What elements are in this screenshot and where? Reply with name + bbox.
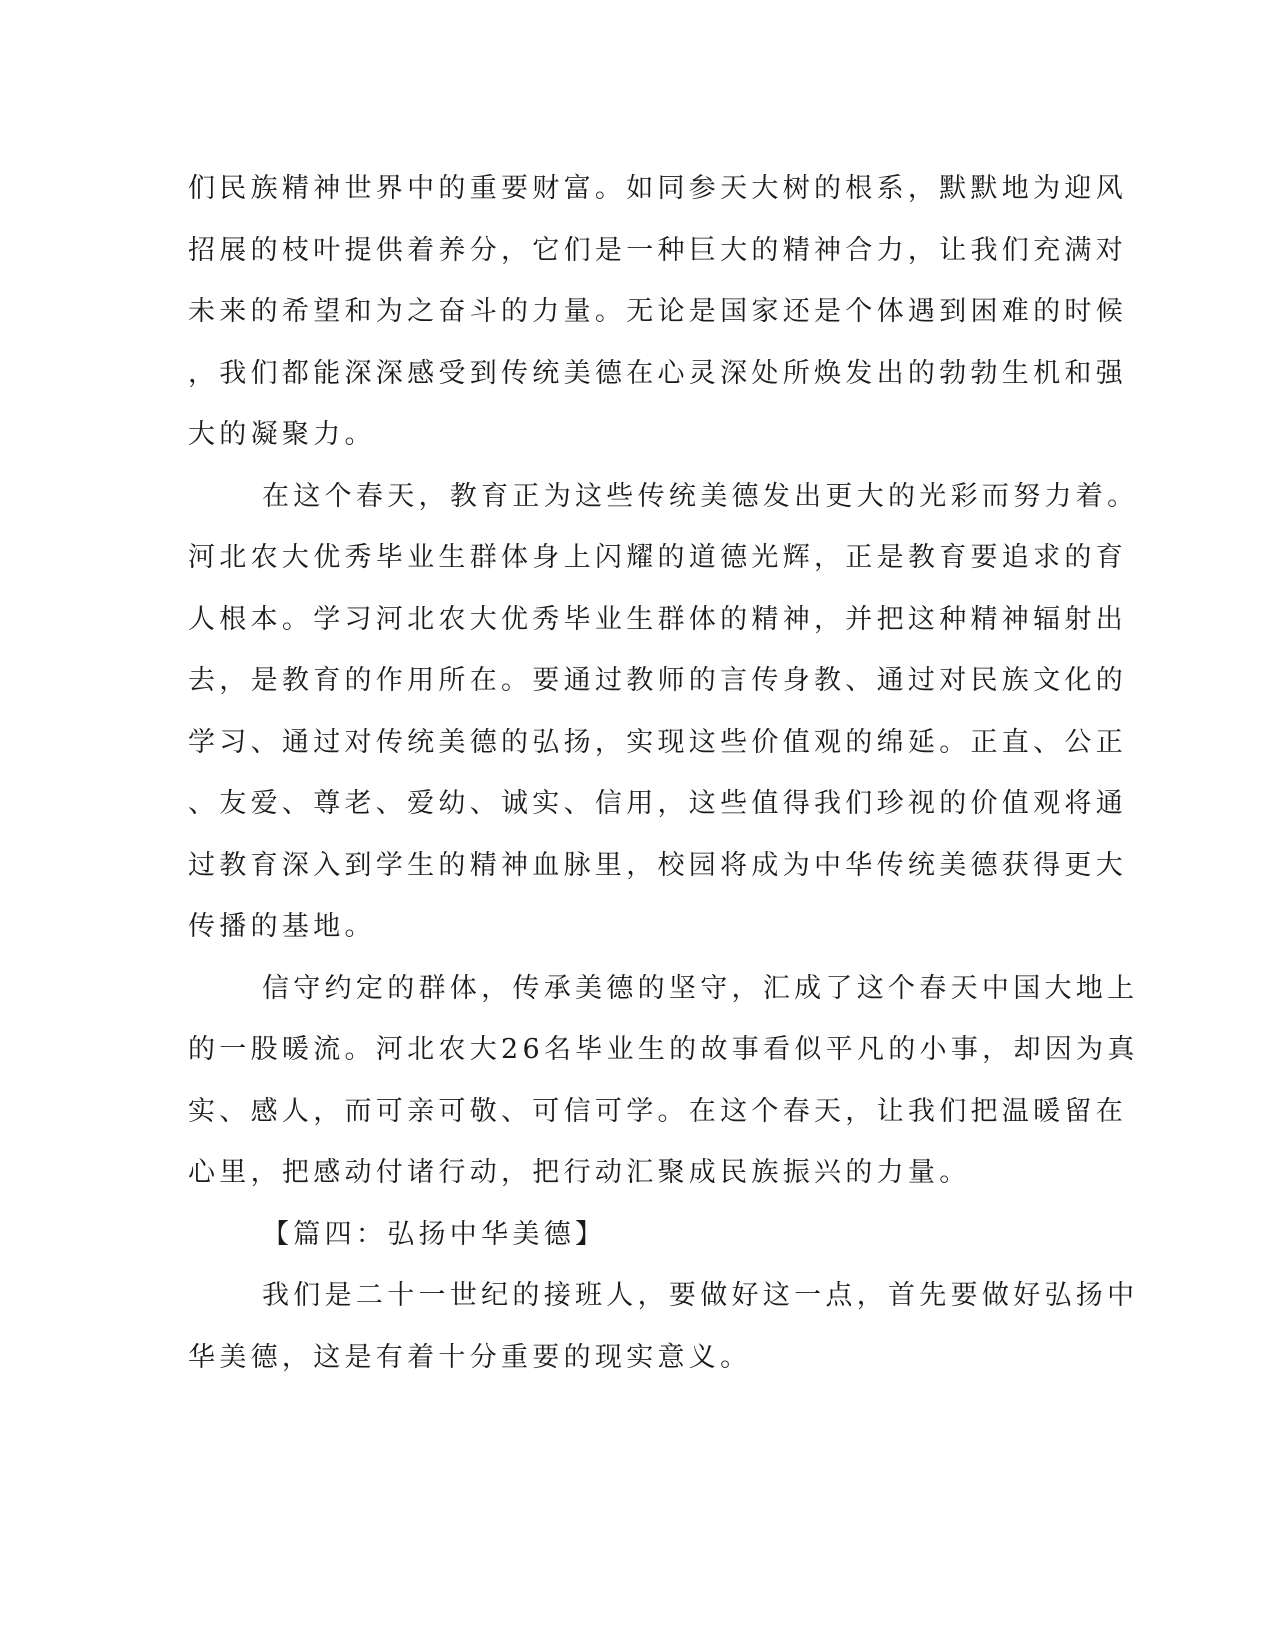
paragraph-first-line: 信守约定的群体，传承美德的坚守，汇成了这个春天中国大地上	[262, 972, 1139, 1004]
text-line: 招展的枝叶提供着养分，它们是一种巨大的精神合力，让我们充满对	[188, 234, 1127, 266]
text-line: 大的凝聚力。	[188, 419, 376, 450]
paragraph-first-line: 我们是二十一世纪的接班人，要做好这一点，首先要做好弘扬中	[262, 1280, 1139, 1311]
text-line: 人根本。学习河北农大优秀毕业生群体的精神，并把这种精神辐射出	[188, 603, 1127, 635]
text-line: 们民族精神世界中的重要财富。如同参天大树的根系，默默地为迎风	[188, 173, 1127, 204]
text-line: 学习、通过对传统美德的弘扬，实现这些价值观的绵延。正直、公正	[188, 726, 1127, 758]
text-line: 传播的基地。	[188, 911, 376, 942]
text-line: 心里，把感动付诸行动，把行动汇聚成民族振兴的力量。	[188, 1157, 971, 1188]
text-line: 华美德，这是有着十分重要的现实意义。	[188, 1341, 752, 1373]
text-line: 去，是教育的作用所在。要通过教师的言传身教、通过对民族文化的	[188, 665, 1127, 696]
text-line: 的一股暖流。河北农大26名毕业生的故事看似平凡的小事，却因为真	[188, 1034, 1139, 1065]
text-line: 、友爱、尊老、爱幼、诚实、信用，这些值得我们珍视的价值观将通	[188, 788, 1127, 819]
document-body	[188, 158, 1139, 1388]
paragraph-first-line: 在这个春天，教育正为这些传统美德发出更大的光彩而努力着。	[262, 480, 1139, 512]
text-line: 实、感人，而可亲可敬、可信可学。在这个春天，让我们把温暖留在	[188, 1095, 1127, 1127]
text-line: 未来的希望和为之奋斗的力量。无论是国家还是个体遇到困难的时候	[188, 296, 1127, 327]
text-line: 河北农大优秀毕业生群体身上闪耀的道德光辉，正是教育要追求的育	[188, 542, 1127, 573]
text-line: ，我们都能深深感受到传统美德在心灵深处所焕发出的勃勃生机和强	[188, 357, 1127, 389]
text-line: 过教育深入到学生的精神血脉里，校园将成为中华传统美德获得更大	[188, 849, 1127, 881]
section-heading: 【篇四：弘扬中华美德】	[262, 1218, 607, 1250]
